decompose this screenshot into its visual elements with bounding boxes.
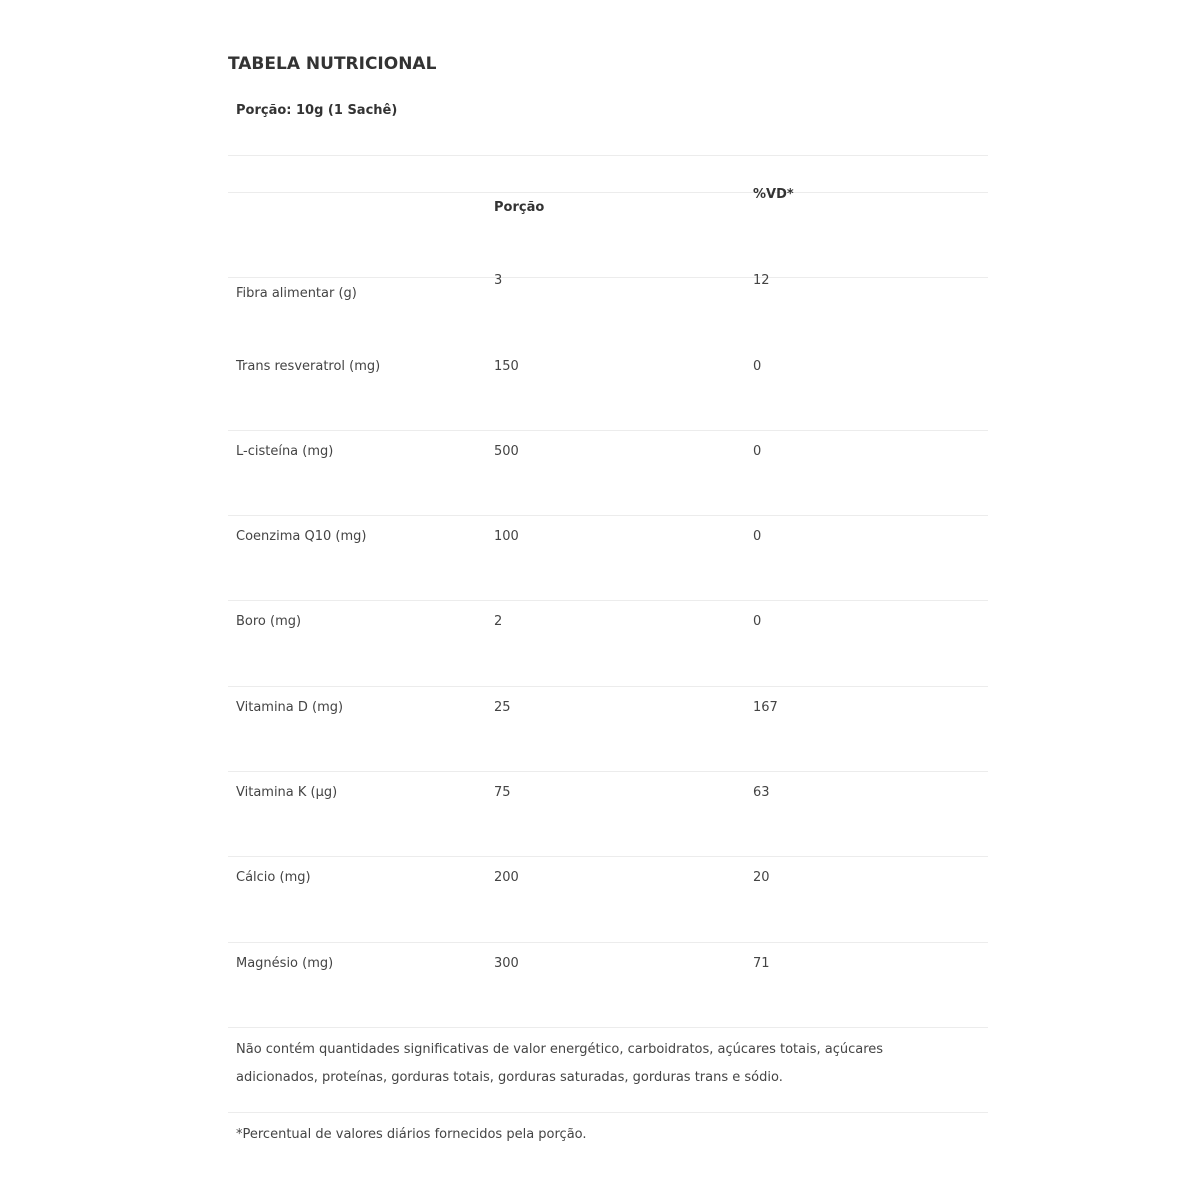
portion-value: 500	[494, 444, 519, 459]
nutrient-name: Magnésio (mg)	[236, 956, 334, 971]
dv-value: 167	[753, 700, 778, 715]
portion-value: 150	[494, 359, 519, 374]
dv-value: 71	[753, 956, 770, 971]
portion-value: 3	[494, 273, 503, 288]
portion-value: 2	[494, 614, 503, 629]
dv-value: 0	[753, 444, 762, 459]
divider	[228, 942, 988, 943]
divider	[228, 430, 988, 431]
portion-value: 200	[494, 870, 519, 885]
nutrient-name: Fibra alimentar (g)	[236, 286, 357, 301]
nutrient-name: L-cisteína (mg)	[236, 444, 334, 459]
portion-value: 25	[494, 700, 511, 715]
dv-footnote: *Percentual de valores diários fornecidos pela porção.	[236, 1127, 587, 1142]
divider	[228, 771, 988, 772]
nutrient-name: Cálcio (mg)	[236, 870, 311, 885]
dv-value: 0	[753, 614, 762, 629]
portion-value: 100	[494, 529, 519, 544]
nutrient-name: Vitamina K (µg)	[236, 785, 338, 800]
divider	[228, 856, 988, 857]
not-significant-note: Não contém quantidades significativas de valor energético, carboidratos, açúcares totais, açúcares adicionados, proteínas, gorduras totais, gorduras saturadas, gorduras trans e sódio.	[236, 1042, 884, 1085]
dv-value: 12	[753, 273, 770, 288]
table-header-dv: %VD*	[753, 187, 794, 202]
nutrient-name: Vitamina D (mg)	[236, 700, 344, 715]
nutrient-name: Coenzima Q10 (mg)	[236, 529, 367, 544]
nutrition-table-title: TABELA NUTRICIONAL	[228, 54, 437, 74]
dv-value: 0	[753, 529, 762, 544]
portion-value: 75	[494, 785, 511, 800]
dv-value: 63	[753, 785, 770, 800]
divider	[228, 686, 988, 687]
divider	[228, 192, 988, 193]
table-header-portion: Porção	[494, 200, 545, 215]
divider	[228, 155, 988, 156]
divider	[228, 1027, 988, 1028]
dv-value: 0	[753, 359, 762, 374]
divider	[228, 515, 988, 516]
divider	[228, 1112, 988, 1113]
serving-size: Porção: 10g (1 Sachê)	[236, 103, 398, 118]
portion-value: 300	[494, 956, 519, 971]
nutrient-name: Boro (mg)	[236, 614, 302, 629]
dv-value: 20	[753, 870, 770, 885]
divider	[228, 277, 988, 278]
divider	[228, 600, 988, 601]
nutrient-name: Trans resveratrol (mg)	[236, 359, 381, 374]
